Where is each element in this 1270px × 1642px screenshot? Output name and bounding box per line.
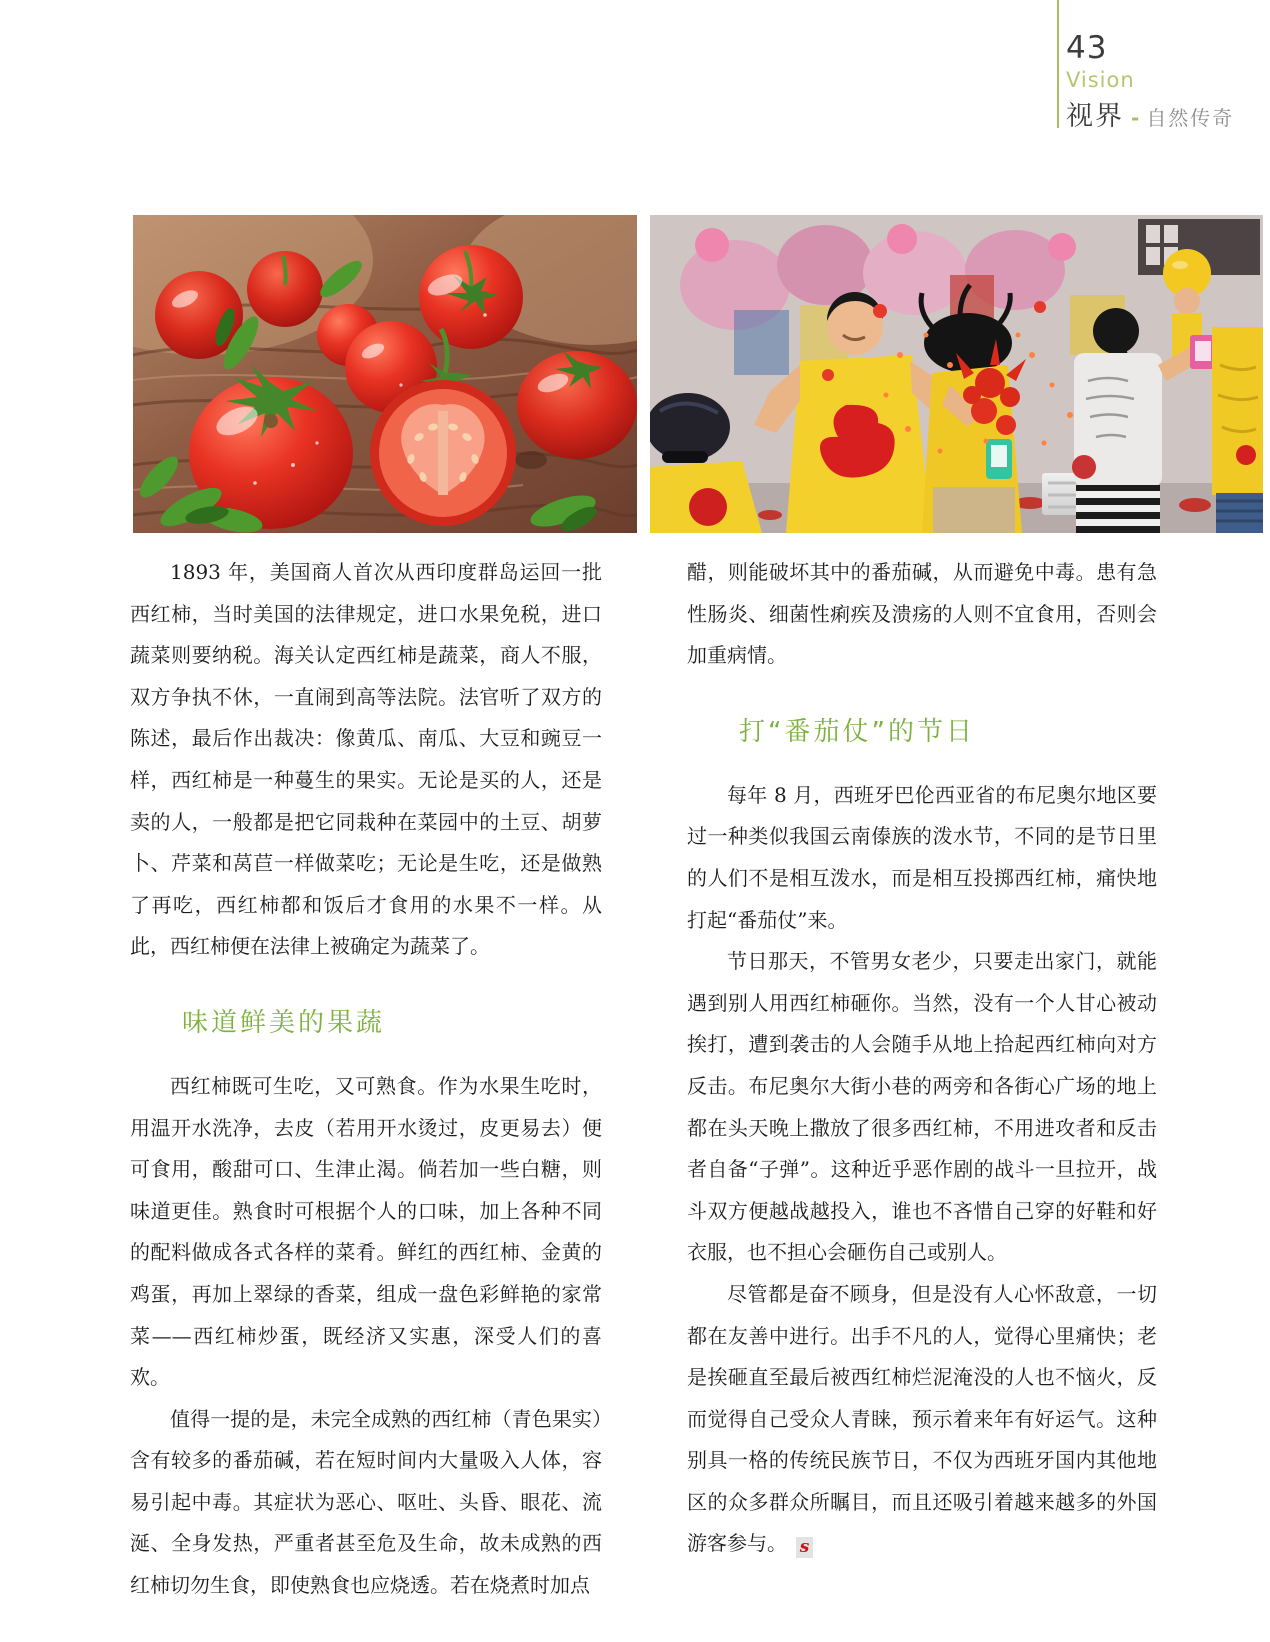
paragraph-festival-intro: 每年 8 月，西班牙巴伦西亚省的布尼奥尔地区要过一种类似我国云南傣族的泼水节，不同的是节日里的人们不是相互泼水，而是相互投掷西红柿，痛快地打起“番茄仗”来。 <box>687 782 1157 932</box>
tomatoes-photo-art <box>133 215 637 533</box>
header-rule <box>1057 0 1059 128</box>
paragraph-unripe-warning: 值得一提的是，未完全成熟的西红柿（青色果实）含有较多的番茄碱，若在短时间内大量吸入人体，容易引起中毒。其症状为恶心、呕吐、头昏、眼花、流涎、全身发热，严重者甚至危及生命，故未成熟的西红柿切勿生食，即使熟食也应烧透。若在烧煮时加点 <box>130 1406 602 1598</box>
tomato-fight-photo-art <box>650 215 1263 533</box>
paragraph-festival-spirit-text: 尽管都是奋不顾身，但是没有人心怀敌意，一切都在友善中进行。出手不凡的人，觉得心里痛快；老是挨砸直至最后被西红柿烂泥淹没的人也不恼火，反而觉得自己受众人青睐，预示着来年有好运气。这种别具一格的传统民族节日，不仅为西班牙国内其他地区的众多群众所瞩目，而且还吸引着越来越多的外国游客参与。 <box>687 1281 1157 1556</box>
section-dash: - <box>1131 106 1140 130</box>
section-subtitle: 自然传奇 <box>1146 106 1235 130</box>
tomato-fight-photo <box>650 215 1263 533</box>
paragraph-unripe-warning-continued: 醋，则能破坏其中的番茄碱，从而避免中毒。患有急性肠炎、细菌性痢疾及溃疡的人则不宜食用，否则会加重病情。 <box>687 560 1157 668</box>
section-name-en: Vision <box>1066 68 1135 92</box>
heading-tomato-fight-festival: 打“番茄仗”的节日 <box>739 716 975 747</box>
article-column-right <box>687 552 1157 1565</box>
section-title-row <box>1066 94 1234 133</box>
paragraph-eating-ways: 西红柿既可生吃，又可熟食。作为水果生吃时，用温开水洗净，去皮（若用开水烫过，皮更易去）便可食用，酸甜可口、生津止渴。倘若加一些白糖，则味道更佳。熟食时可根据个人的口味，加上各种不同的配料做成各式各样的菜肴。鲜红的西红柿、金黄的鸡蛋，再加上翠绿的香菜，组成一盘色彩鲜艳的家常菜——西红柿炒蛋，既经济又实惠，深受人们的喜欢。 <box>130 1073 602 1390</box>
page-header <box>1066 32 1234 133</box>
tomatoes-photo <box>133 215 637 533</box>
paragraph-festival-spirit <box>687 1274 1157 1565</box>
article-column-left <box>130 552 602 1607</box>
paragraph-festival-day: 节日那天，不管男女老少，只要走出家门，就能遇到别人用西红柿砸你。当然，没有一个人甘心被动挨打，遭到袭击的人会随手从地上拾起西红柿向对方反击。布尼奥尔大街小巷的两旁和各街心广场的地上都在头天晚上撒放了很多西红柿，不用进攻者和反击者自备“子弹”。这种近乎恶作剧的战斗一旦拉开，战斗双方便越战越投入，谁也不吝惜自己穿的好鞋和好衣服，也不担心会砸伤自己或别人。 <box>687 949 1157 1265</box>
heading-tasty-fruit-vegetable: 味道鲜美的果蔬 <box>182 1007 386 1038</box>
paragraph-history: 1893 年，美国商人首次从西印度群岛运回一批西红柿，当时美国的法律规定，进口水果免税，进口蔬菜则要纳税。海关认定西红柿是蔬菜，商人不服，双方争执不休，一直闹到高等法院。法官听了双方的陈述，最后作出裁决：像黄瓜、南瓜、大豆和豌豆一样，西红柿是一种蔓生的果实。无论是买的人，还是卖的人，一般都是把它同栽种在菜园中的土豆、胡萝卜、芹菜和莴苣一样做菜吃；无论是生吃，还是做熟了再吃，西红柿都和饭后才食用的水果不一样。从此，西红柿便在法律上被确定为蔬菜了。 <box>130 560 602 959</box>
section-name-cn: 视界 <box>1066 101 1124 132</box>
article-end-mark: s <box>796 1537 813 1558</box>
page-number: 43 <box>1066 30 1108 66</box>
